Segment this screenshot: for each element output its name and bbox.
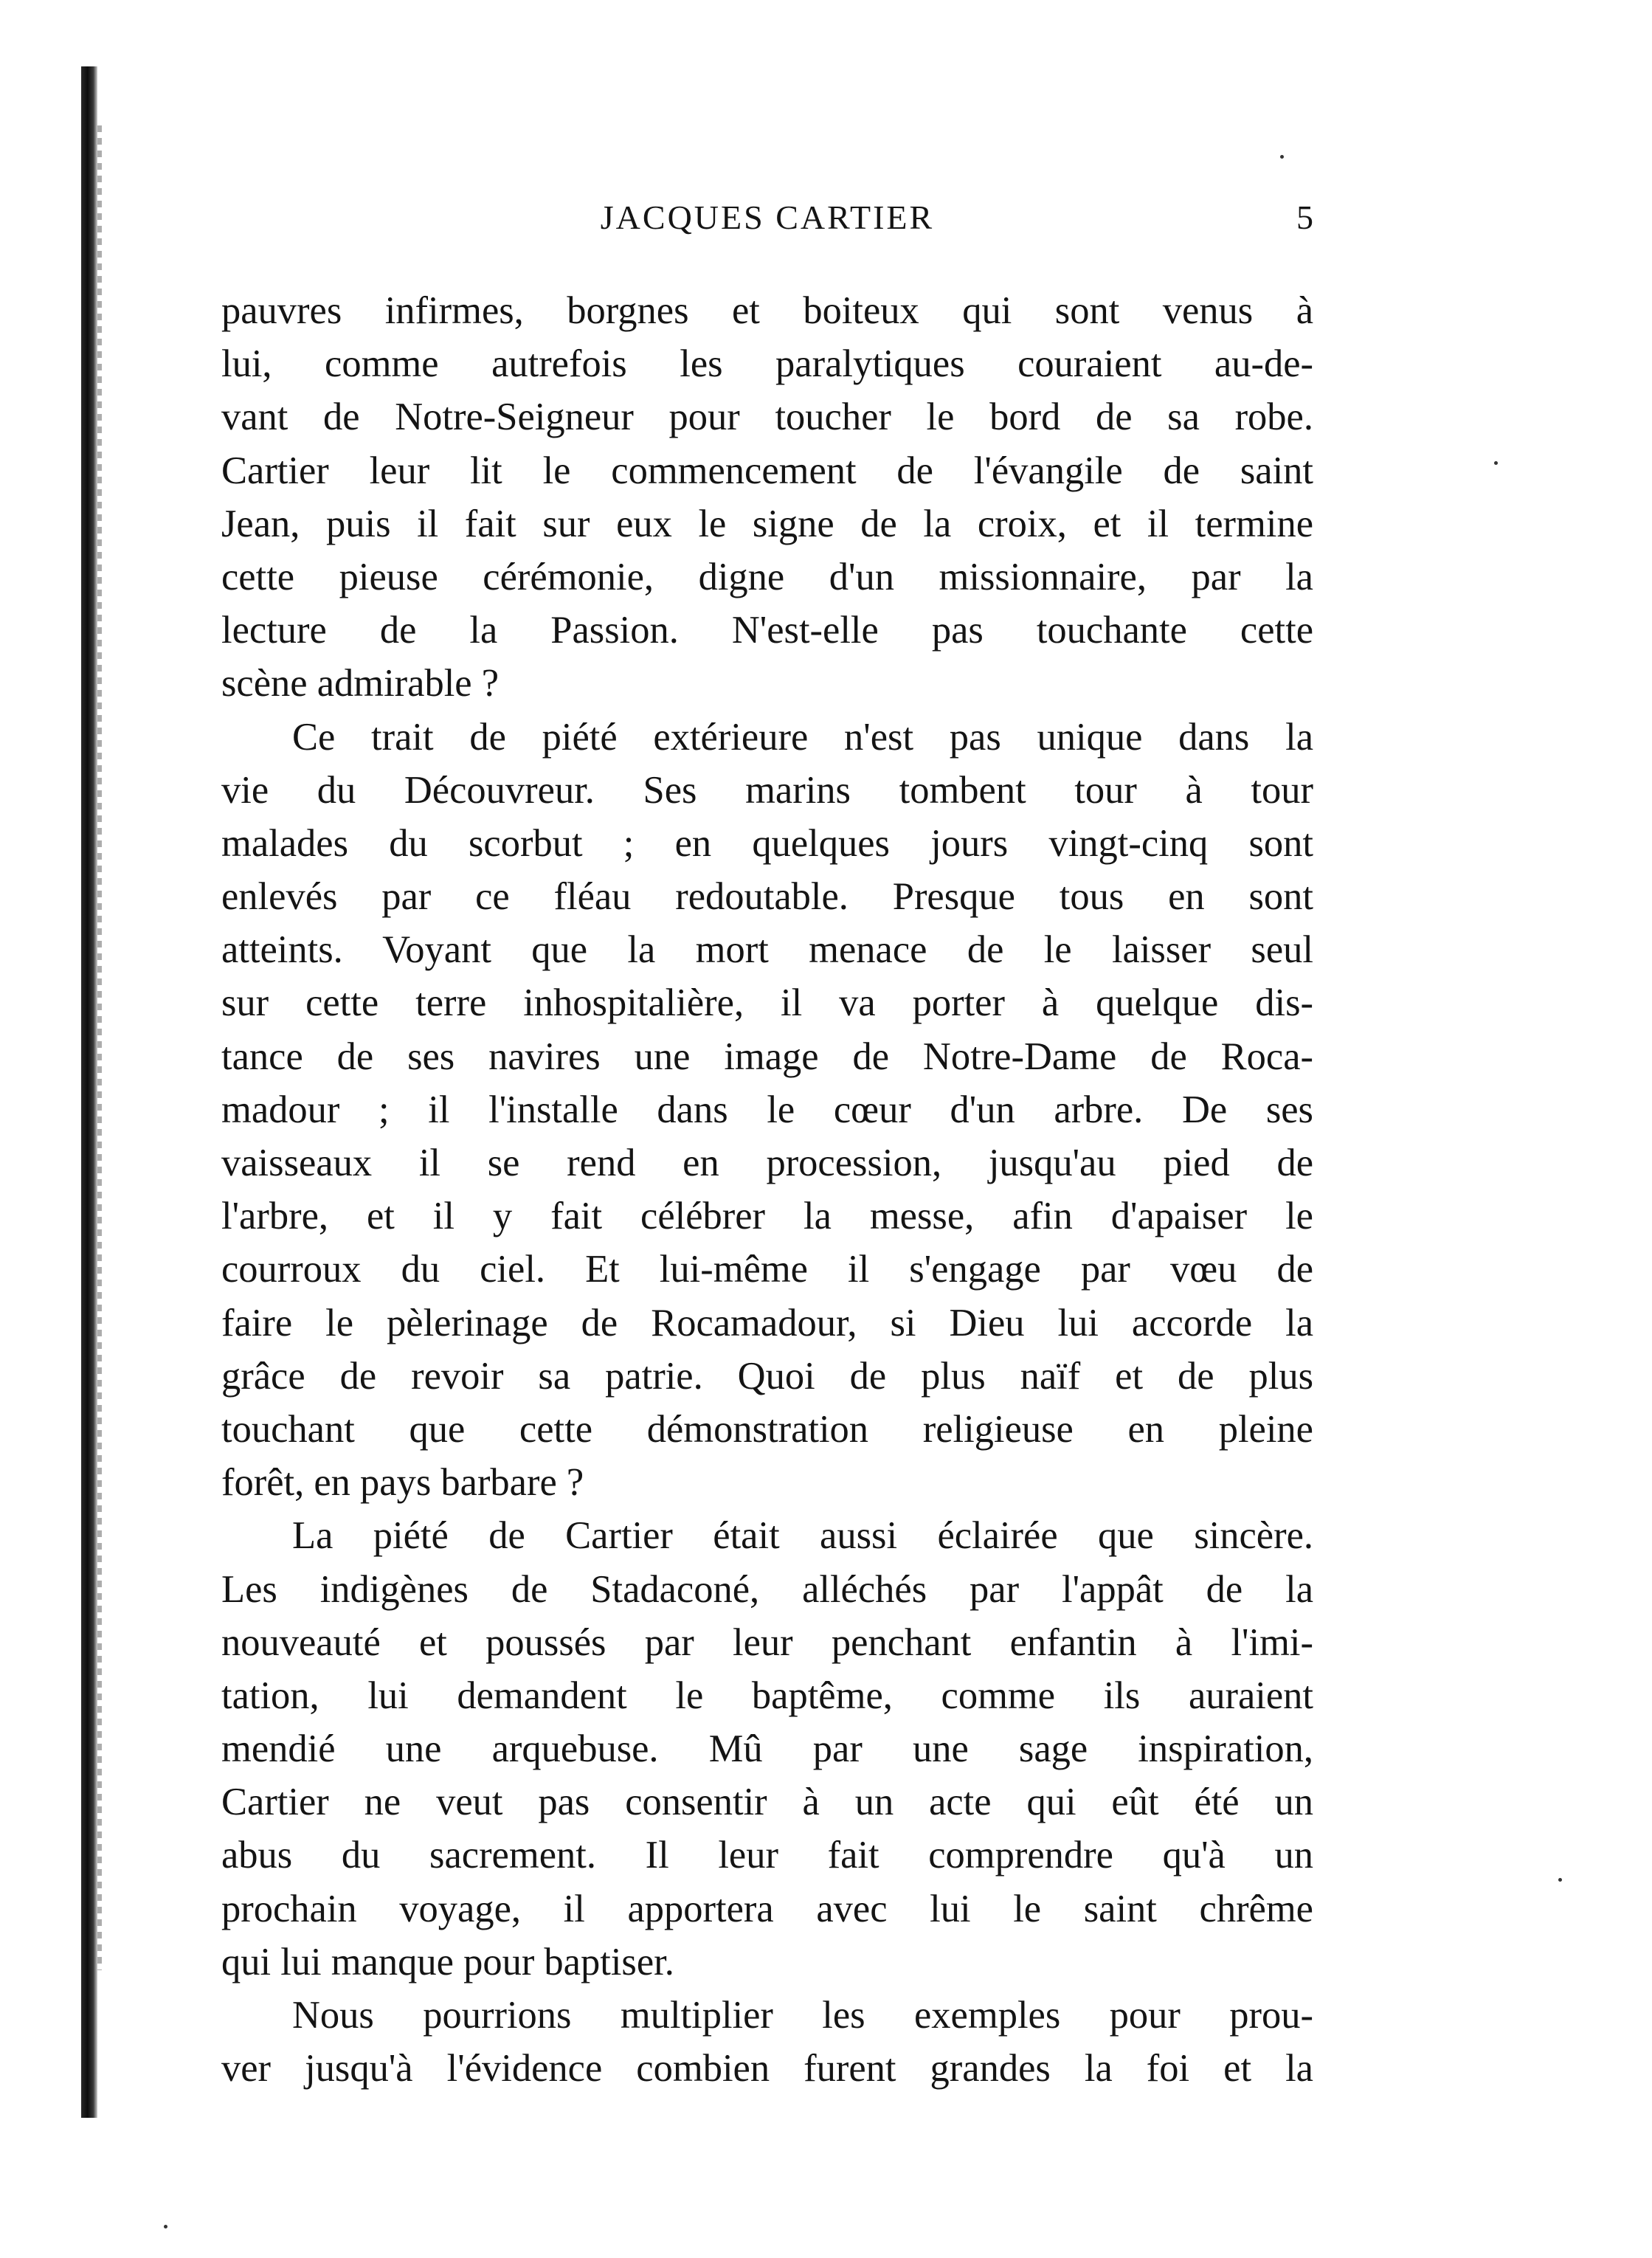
text-line: tance de ses navires une image de Notre-Dame de Roca- [221, 1035, 1313, 1078]
text-line: pauvres infirmes, borgnes et boiteux qui sont venus à [221, 289, 1313, 332]
text-line: atteints. Voyant que la mort menace de le laisser seul [221, 928, 1313, 972]
text-line: tation, lui demandent le baptême, comme ils auraient [221, 1674, 1313, 1717]
page-number: 5 [1296, 198, 1313, 236]
text-line: Cartier leur lit le commencement de l'évangile de saint [221, 449, 1313, 492]
text-line: scène admirable ? [221, 662, 500, 705]
text-line: ver jusqu'à l'évidence combien furent grandes la foi et la [221, 2047, 1313, 2090]
running-head [221, 198, 1313, 242]
text-line: vaisseaux il se rend en procession, jusqu'au pied de [221, 1142, 1313, 1184]
text-line: Cartier ne veut pas consentir à un acte qui eût été un [221, 1781, 1313, 1824]
text-line: qui lui manque pour baptiser. [221, 1940, 674, 1983]
text-line: vant de Notre-Seigneur pour toucher le bord de sa robe. [221, 396, 1313, 439]
text-line: abus du sacrement. Il leur fait comprendre qu'à un [221, 1834, 1313, 1877]
running-title: JACQUES CARTIER [600, 198, 935, 236]
scan-speck [1280, 155, 1284, 159]
text-line: cette pieuse cérémonie, digne d'un missionnaire, par la [221, 555, 1313, 598]
text-line: enlevés par ce fléau redoutable. Presque tous en sont [221, 875, 1313, 919]
text-line: faire le pèlerinage de Rocamadour, si Dieu lui accorde la [221, 1301, 1313, 1344]
text-line: mendié une arquebuse. Mû par une sage inspiration, [221, 1727, 1313, 1771]
scan-speck [164, 2225, 167, 2228]
text-line: Les indigènes de Stadaconé, alléchés par l'appât de la [221, 1567, 1313, 1611]
text-line: l'arbre, et il y fait célébrer la messe, afin d'apaiser le [221, 1195, 1313, 1238]
scan-speck [1558, 1878, 1562, 1882]
text-line: sur cette terre inhospitalière, il va porter à quelque dis- [221, 981, 1313, 1025]
text-line: forêt, en pays barbare ? [221, 1461, 584, 1505]
text-line: Jean, puis il fait sur eux le signe de la croix, et il termine [221, 502, 1313, 545]
text-line: grâce de revoir sa patrie. Quoi de plus naïf et de plus [221, 1354, 1313, 1398]
body-text [221, 284, 1313, 2095]
scan-speck [1494, 461, 1498, 465]
text-line: lecture de la Passion. N'est-elle pas touchante cette [221, 609, 1313, 652]
text-line: lui, comme autrefois les paralytiques couraient au-de- [221, 342, 1313, 386]
text-line: touchant que cette démonstration religieuse en pleine [221, 1407, 1313, 1451]
text-line: madour ; il l'installe dans le cœur d'un arbre. De ses [221, 1088, 1313, 1131]
text-line: courroux du ciel. Et lui-même il s'engage par vœu de [221, 1248, 1313, 1291]
text-line: Nous pourrions multiplier les exemples pour prou- [292, 1994, 1313, 2037]
text-line: La piété de Cartier était aussi éclairée que sincère. [292, 1514, 1313, 1558]
binding-edge [81, 66, 97, 2118]
text-line: malades du scorbut ; en quelques jours vingt-cinq sont [221, 821, 1313, 865]
text-line: prochain voyage, il apportera avec lui le saint chrême [221, 1887, 1313, 1930]
text-line: Ce trait de piété extérieure n'est pas unique dans la [292, 715, 1313, 759]
text-line: vie du Découvreur. Ses marins tombent tour à tour [221, 768, 1313, 812]
text-line: nouveauté et poussés par leur penchant enfantin à l'imi- [221, 1620, 1313, 1664]
